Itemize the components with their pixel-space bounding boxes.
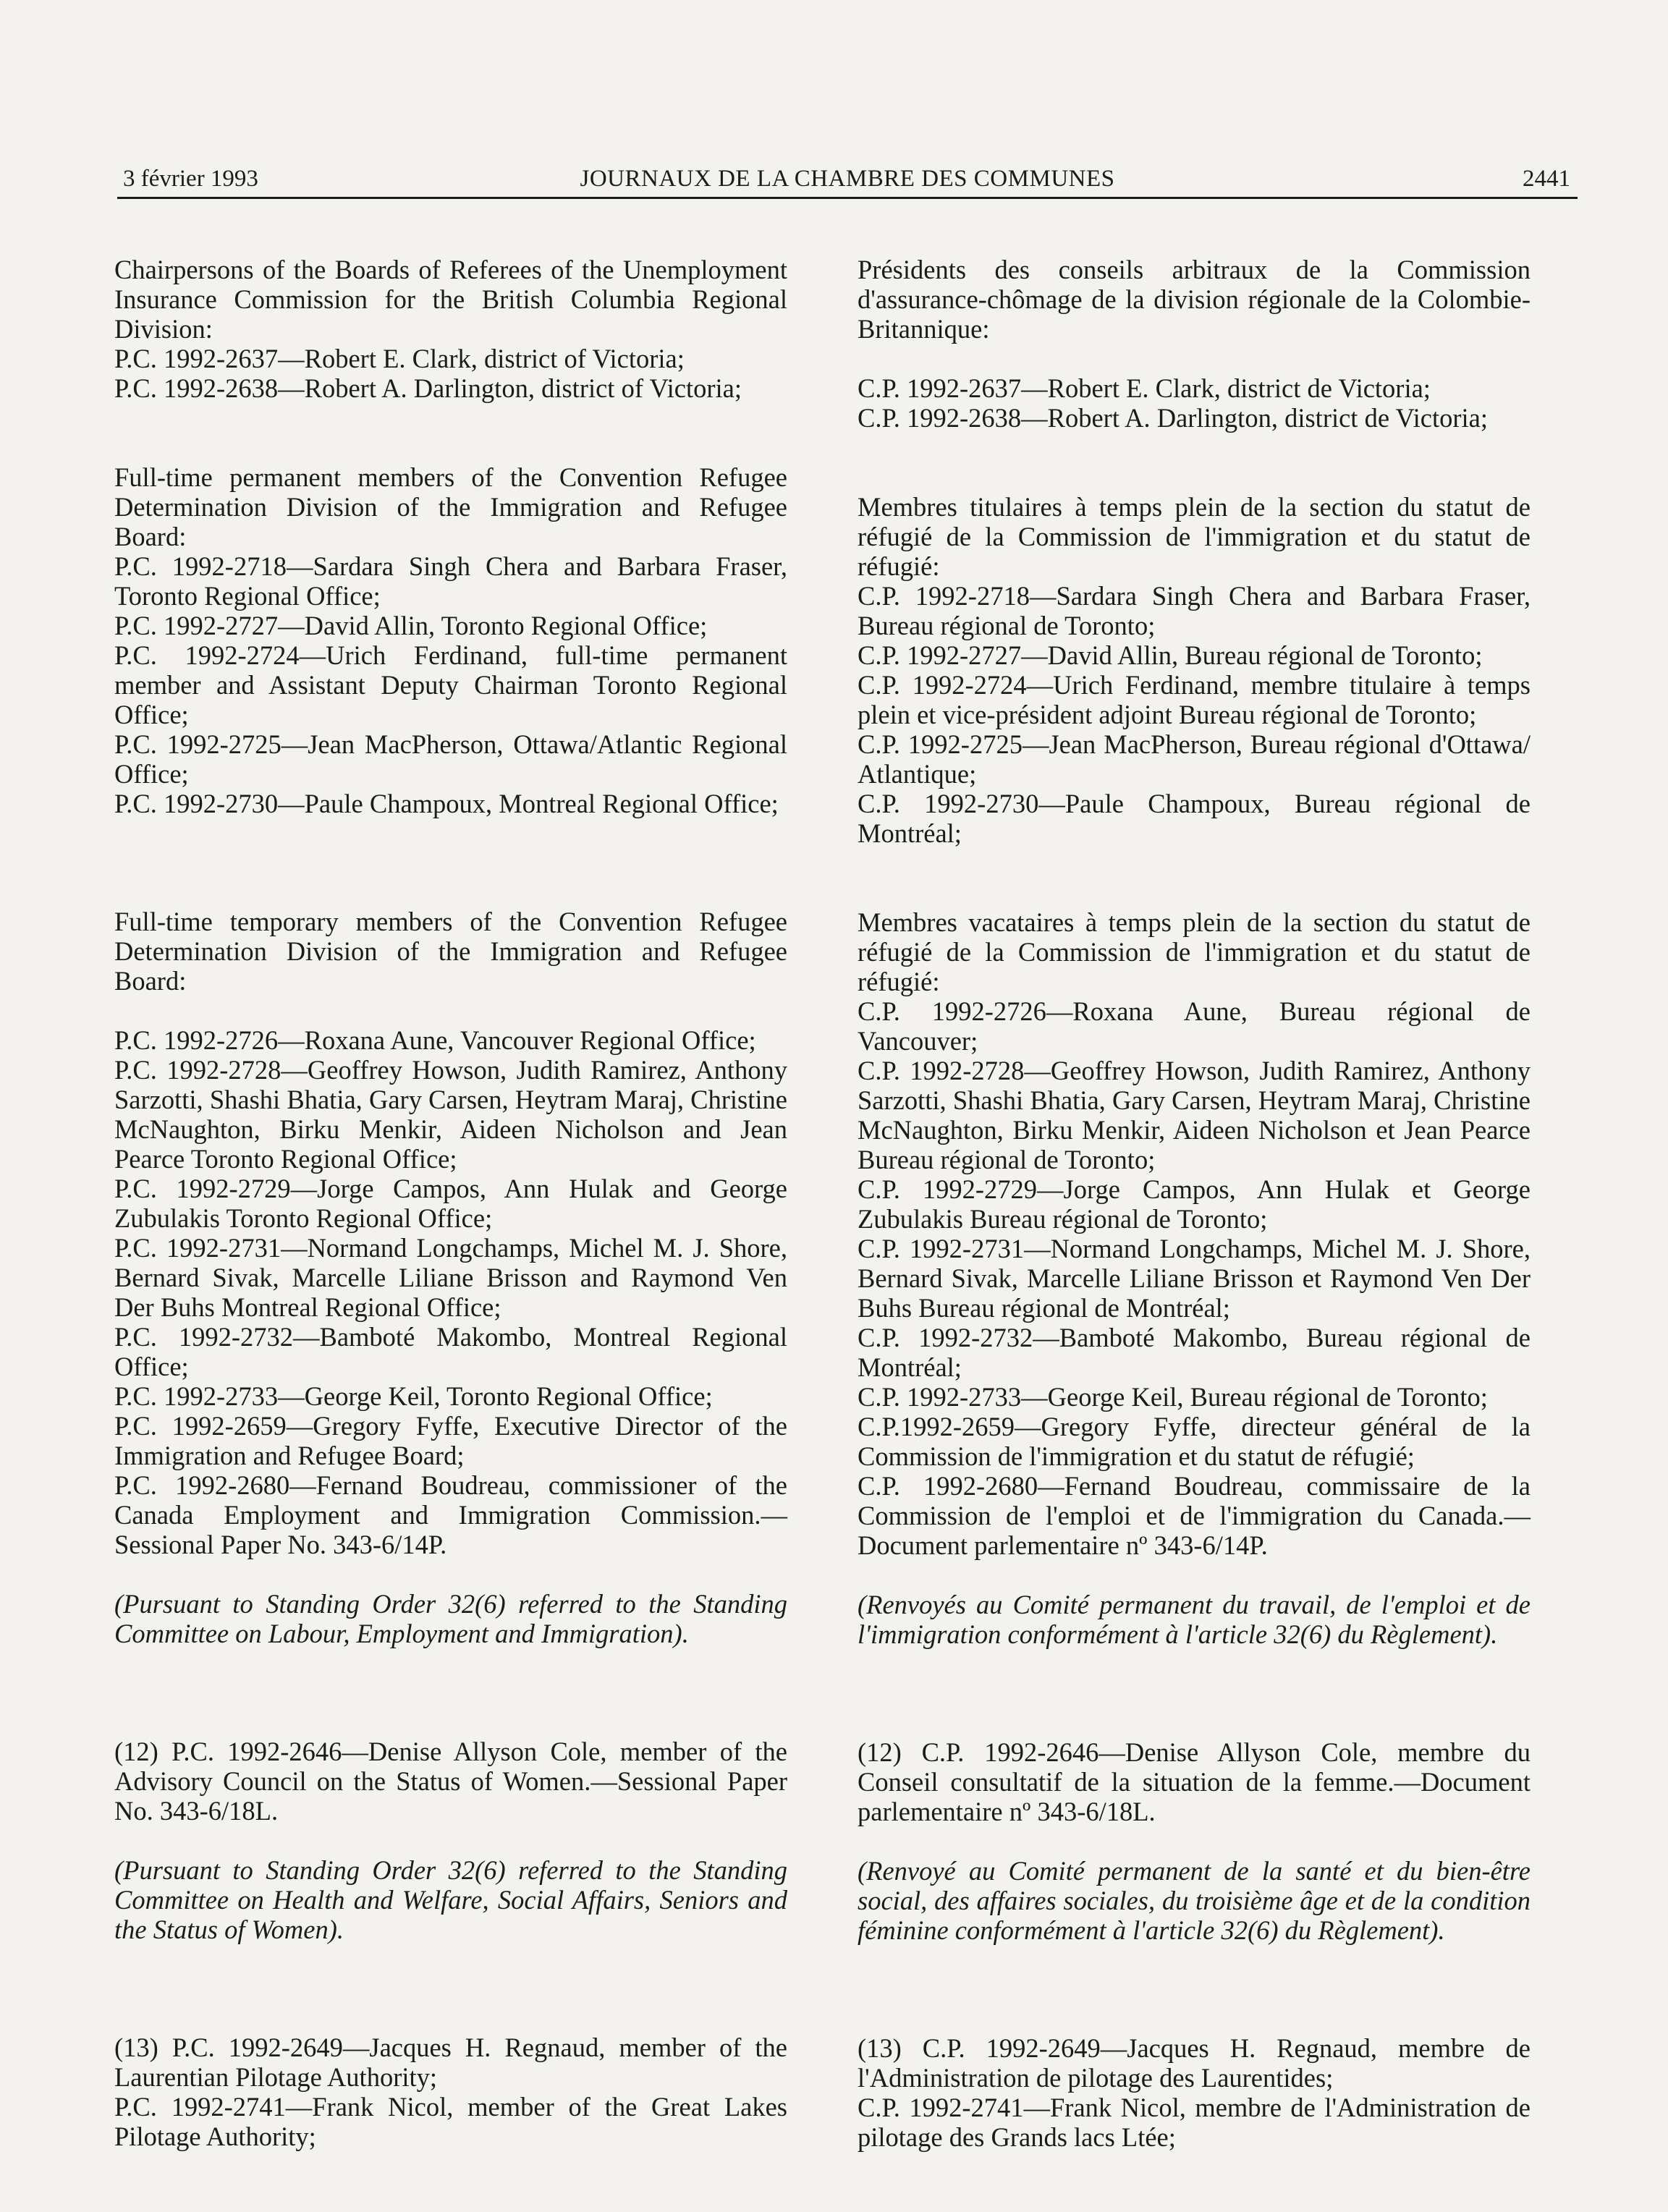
referral-note: (Pursuant to Standing Order 32(6) referred to the Standing Committee on Labour, Employment and Immigration). bbox=[114, 1589, 787, 1648]
paragraph: P.C. 1992-2730—Paule Champoux, Montreal Regional Office; bbox=[114, 789, 779, 818]
paragraph: P.C. 1992-2718—Sardara Singh Chera and Barbara Fraser, Toronto Regional Office; bbox=[114, 551, 787, 611]
paragraph: C.P. 1992-2741—Frank Nicol, membre de l'Administration de pilotage des Grands lacs Ltée; bbox=[858, 2093, 1531, 2152]
paragraph: C.P. 1992-2725—Jean MacPherson, Bureau régional d'Ottawa/ Atlantique; bbox=[858, 729, 1531, 789]
referral-note: (Pursuant to Standing Order 32(6) referred to the Standing Committee on Health and Welfare, Social Affairs, Seniors and the Status of Women). bbox=[114, 1855, 787, 1944]
paragraph: (13) P.C. 1992-2649—Jacques H. Regnaud, member of the Laurentian Pilotage Authority; bbox=[114, 2033, 787, 2092]
paragraph: P.C. 1992-2732—Bamboté Makombo, Montreal Regional Office; bbox=[114, 1322, 787, 1381]
paragraph: C.P. 1992-2733—George Keil, Bureau régional de Toronto; bbox=[858, 1382, 1488, 1412]
paragraph: Présidents des conseils arbitraux de la Commission d'assurance-chômage de la division régionale de la Colombie-Britannique: bbox=[858, 255, 1531, 344]
french-column bbox=[858, 255, 1531, 2152]
paragraph: C.P. 1992-2732—Bamboté Makombo, Bureau régional de Montréal; bbox=[858, 1323, 1531, 1382]
paragraph: P.C. 1992-2724—Urich Ferdinand, full-time permanent member and Assistant Deputy Chairman Toronto Regional Office; bbox=[114, 640, 787, 729]
header-title: JOURNAUX DE LA CHAMBRE DES COMMUNES bbox=[580, 166, 1115, 192]
paragraph: P.C. 1992-2727—David Allin, Toronto Regional Office; bbox=[114, 611, 708, 640]
paragraph: Chairpersons of the Boards of Referees of the Unemployment Insurance Commission for the British Columbia Regional Division: bbox=[114, 255, 787, 344]
paragraph: C.P. 1992-2728—Geoffrey Howson, Judith Ramirez, Anthony Sarzotti, Shashi Bhatia, Gary Carsen, Heytram Maraj, Christine McNaughton, Birku Menkir, Aideen Nicholson et Jean Pearce Bureau régional de Toronto; bbox=[858, 1056, 1531, 1174]
paragraph: C.P. 1992-2638—Robert A. Darlington, district de Victoria; bbox=[858, 403, 1489, 433]
paragraph: P.C. 1992-2731—Normand Longchamps, Michel M. J. Shore, Bernard Sivak, Marcelle Liliane Brisson and Raymond Ven Der Buhs Montreal Regional Office; bbox=[114, 1233, 787, 1322]
header-date: 3 février 1993 bbox=[123, 166, 258, 192]
paragraph: P.C. 1992-2741—Frank Nicol, member of the Great Lakes Pilotage Authority; bbox=[114, 2092, 787, 2151]
paragraph: Full-time permanent members of the Convention Refugee Determination Division of the Immigration and Refugee Board: bbox=[114, 462, 787, 551]
paragraph: P.C. 1992-2680—Fernand Boudreau, commissioner of the Canada Employment and Immigration Commission.—Sessional Paper No. 343-6/14P. bbox=[114, 1470, 787, 1559]
paragraph: C.P. 1992-2718—Sardara Singh Chera and Barbara Fraser, Bureau régional de Toronto; bbox=[858, 581, 1531, 640]
paragraph: C.P. 1992-2724—Urich Ferdinand, membre titulaire à temps plein et vice-président adjoint Bureau régional de Toronto; bbox=[858, 670, 1531, 729]
referral-note: (Renvoyés au Comité permanent du travail, de l'emploi et de l'immigration conformément à l'article 32(6) du Règlement). bbox=[858, 1590, 1531, 1649]
paragraph: C.P. 1992-2727—David Allin, Bureau régional de Toronto; bbox=[858, 640, 1483, 670]
paragraph: (13) C.P. 1992-2649—Jacques H. Regnaud, membre de l'Administration de pilotage des Laurentides; bbox=[858, 2033, 1531, 2093]
paragraph: C.P. 1992-2730—Paule Champoux, Bureau régional de Montréal; bbox=[858, 789, 1531, 848]
paragraph: Membres vacataires à temps plein de la section du statut de réfugié de la Commission de l'immigration et du statut de réfugié: bbox=[858, 907, 1531, 996]
paragraph: C.P. 1992-2680—Fernand Boudreau, commissaire de la Commission de l'emploi et de l'immigration du Canada.—Document parlementaire nº 343-6/14P. bbox=[858, 1471, 1531, 1560]
paragraph: (12) P.C. 1992-2646—Denise Allyson Cole, member of the Advisory Council on the Status of Women.—Sessional Paper No. 343-6/18L. bbox=[114, 1737, 787, 1826]
page-number: 2441 bbox=[1523, 166, 1570, 192]
paragraph: P.C. 1992-2725—Jean MacPherson, Ottawa/Atlantic Regional Office; bbox=[114, 729, 787, 789]
paragraph: C.P. 1992-2637—Robert E. Clark, district de Victoria; bbox=[858, 373, 1431, 403]
paragraph: P.C. 1992-2659—Gregory Fyffe, Executive Director of the Immigration and Refugee Board; bbox=[114, 1411, 787, 1470]
paragraph: P.C. 1992-2728—Geoffrey Howson, Judith Ramirez, Anthony Sarzotti, Shashi Bhatia, Gary Carsen, Heytram Maraj, Christine McNaughton, Birku Menkir, Aideen Nicholson and Jean Pearce Toronto Regional Office; bbox=[114, 1055, 787, 1174]
paragraph: C.P. 1992-2729—Jorge Campos, Ann Hulak et George Zubulakis Bureau régional de Toronto; bbox=[858, 1174, 1531, 1234]
paragraph: P.C. 1992-2638—Robert A. Darlington, district of Victoria; bbox=[114, 373, 742, 403]
paragraph: C.P.1992-2659—Gregory Fyffe, directeur général de la Commission de l'immigration et du statut de réfugié; bbox=[858, 1412, 1531, 1471]
paragraph: C.P. 1992-2726—Roxana Aune, Bureau régional de Vancouver; bbox=[858, 996, 1531, 1056]
referral-note: (Renvoyé au Comité permanent de la santé et du bien-être social, des affaires sociales, du troisième âge et de la condition féminine conformément à l'article 32(6) du Règlement). bbox=[858, 1856, 1531, 1945]
english-column bbox=[114, 255, 787, 2151]
paragraph: P.C. 1992-2733—George Keil, Toronto Regional Office; bbox=[114, 1381, 713, 1411]
paragraph: P.C. 1992-2729—Jorge Campos, Ann Hulak and George Zubulakis Toronto Regional Office; bbox=[114, 1174, 787, 1233]
paragraph: (12) C.P. 1992-2646—Denise Allyson Cole, membre du Conseil consultatif de la situation de la femme.—Document parlementaire nº 343-6/18L. bbox=[858, 1737, 1531, 1826]
page-header bbox=[117, 161, 1578, 199]
paragraph: P.C. 1992-2637—Robert E. Clark, district of Victoria; bbox=[114, 344, 685, 373]
paragraph: C.P. 1992-2731—Normand Longchamps, Michel M. J. Shore, Bernard Sivak, Marcelle Liliane Brisson et Raymond Ven Der Buhs Bureau régional de Montréal; bbox=[858, 1234, 1531, 1323]
paragraph: P.C. 1992-2726—Roxana Aune, Vancouver Regional Office; bbox=[114, 1025, 756, 1055]
paragraph: Full-time temporary members of the Convention Refugee Determination Division of the Immigration and Refugee Board: bbox=[114, 907, 787, 996]
paragraph: Membres titulaires à temps plein de la section du statut de réfugié de la Commission de l'immigration et du statut de réfugié: bbox=[858, 492, 1531, 581]
